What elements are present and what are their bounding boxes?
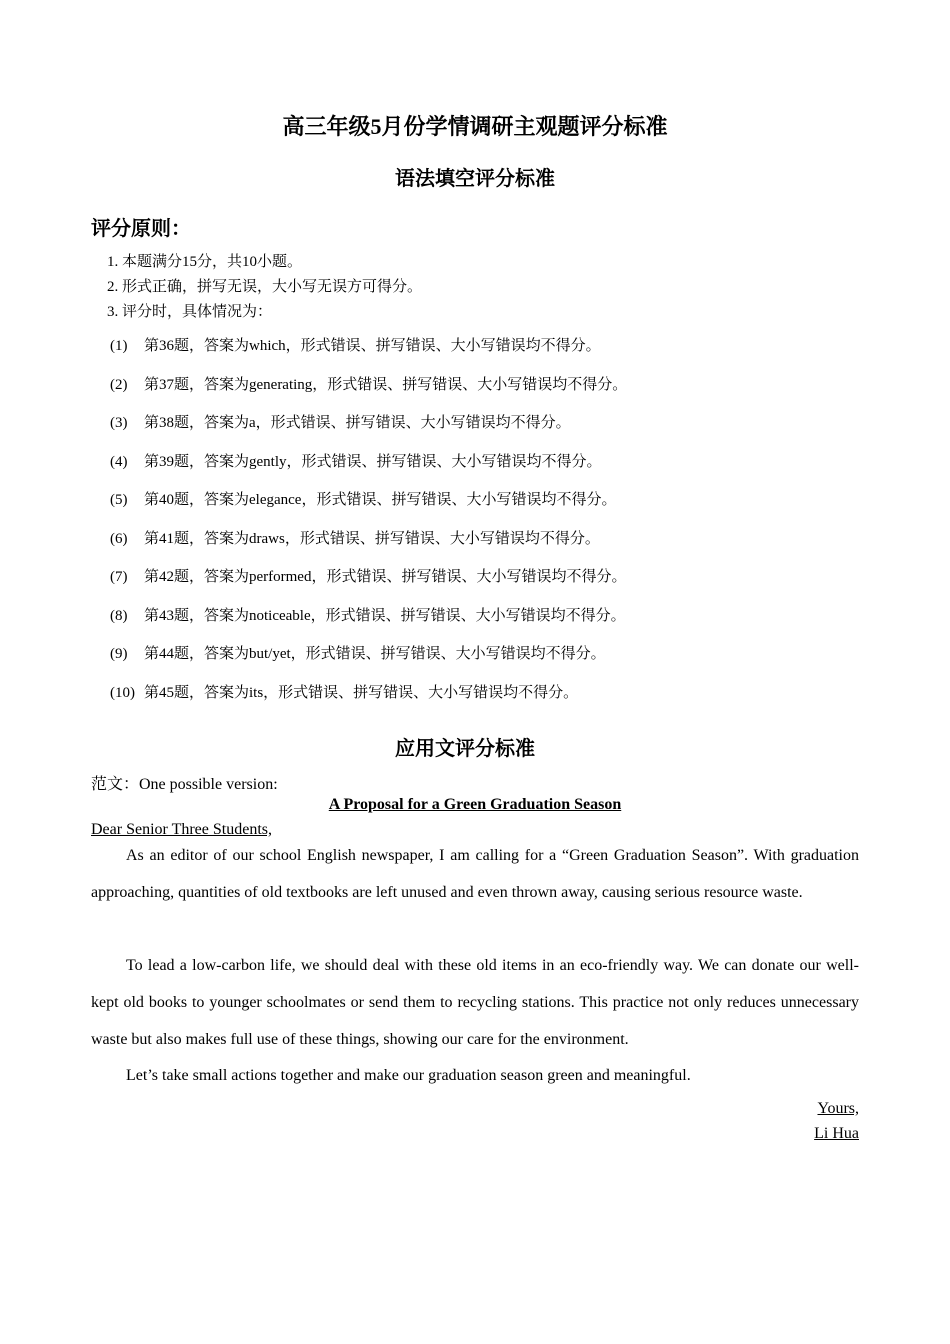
item-text: 第37题，答案为generating，形式错误、拼写错误、大小写错误均不得分。	[144, 377, 628, 393]
essay-title: A Proposal for a Green Graduation Season	[328, 796, 622, 813]
sample-label: 范文：One possible version:	[91, 776, 278, 793]
salutation: Dear Senior Three Students,	[91, 821, 272, 838]
item-text: 第38题，答案为a，形式错误、拼写错误、大小写错误均不得分。	[144, 415, 571, 431]
list-item	[110, 683, 578, 703]
list-item	[110, 529, 600, 549]
document-title: 高三年级5月份学情调研主观题评分标准	[282, 114, 668, 139]
list-item	[110, 413, 571, 433]
item-number: (10)	[110, 685, 135, 701]
item-text: 第42题，答案为performed，形式错误、拼写错误、大小写错误均不得分。	[144, 569, 627, 585]
list-item	[110, 452, 602, 472]
essay-paragraph: To lead a low-carbon life, we should deal with these old items in an eco-friendly way. We can donate our well-kept old books to younger schoolmates or send them to recycling stations. This practice not only reduces unnecessary waste but also makes full use of these things, showing our care for the environment.	[91, 957, 859, 1048]
list-item	[110, 490, 616, 510]
closing: Yours,	[817, 1100, 859, 1117]
item-number: (5)	[110, 492, 128, 508]
item-text: 第45题，答案为its，形式错误、拼写错误、大小写错误均不得分。	[144, 685, 579, 701]
list-item	[110, 606, 626, 626]
item-number: (9)	[110, 646, 128, 662]
item-number: (6)	[110, 531, 128, 547]
item-text: 第36题，答案为which，形式错误、拼写错误、大小写错误均不得分。	[144, 338, 601, 354]
item-number: (3)	[110, 415, 128, 431]
rule-line: 1. 本题满分15分，共10小题。	[107, 254, 303, 270]
rule-line: 2. 形式正确，拼写无误，大小写无误方可得分。	[107, 279, 423, 295]
writing-section-title: 应用文评分标准	[395, 738, 535, 760]
item-number: (4)	[110, 454, 128, 470]
list-item	[110, 375, 627, 395]
rule-line: 3. 评分时，具体情况为：	[107, 304, 273, 320]
item-number: (8)	[110, 608, 128, 624]
grammar-section-title: 语法填空评分标准	[395, 168, 555, 190]
item-number: (2)	[110, 377, 128, 393]
item-text: 第44题，答案为but/yet，形式错误、拼写错误、大小写错误均不得分。	[144, 646, 606, 662]
item-text: 第43题，答案为noticeable，形式错误、拼写错误、大小写错误均不得分。	[144, 608, 626, 624]
item-text: 第41题，答案为draws，形式错误、拼写错误、大小写错误均不得分。	[144, 531, 600, 547]
essay-paragraph: As an editor of our school English newspaper, I am calling for a “Green Graduation Season”. With graduation approaching, quantities of old textbooks are left unused and even thrown away, causing serious resource waste.	[91, 847, 859, 901]
principles-heading: 评分原则：	[91, 218, 191, 240]
signature: Li Hua	[814, 1125, 859, 1142]
list-item	[110, 644, 606, 664]
essay-paragraph: Let’s take small actions together and make our graduation season green and meaningful.	[126, 1067, 691, 1084]
list-item	[110, 336, 601, 356]
item-number: (7)	[110, 569, 128, 585]
item-text: 第40题，答案为elegance，形式错误、拼写错误、大小写错误均不得分。	[144, 492, 617, 508]
list-item	[110, 567, 626, 587]
item-number: (1)	[110, 338, 128, 354]
item-text: 第39题，答案为gently，形式错误、拼写错误、大小写错误均不得分。	[144, 454, 602, 470]
